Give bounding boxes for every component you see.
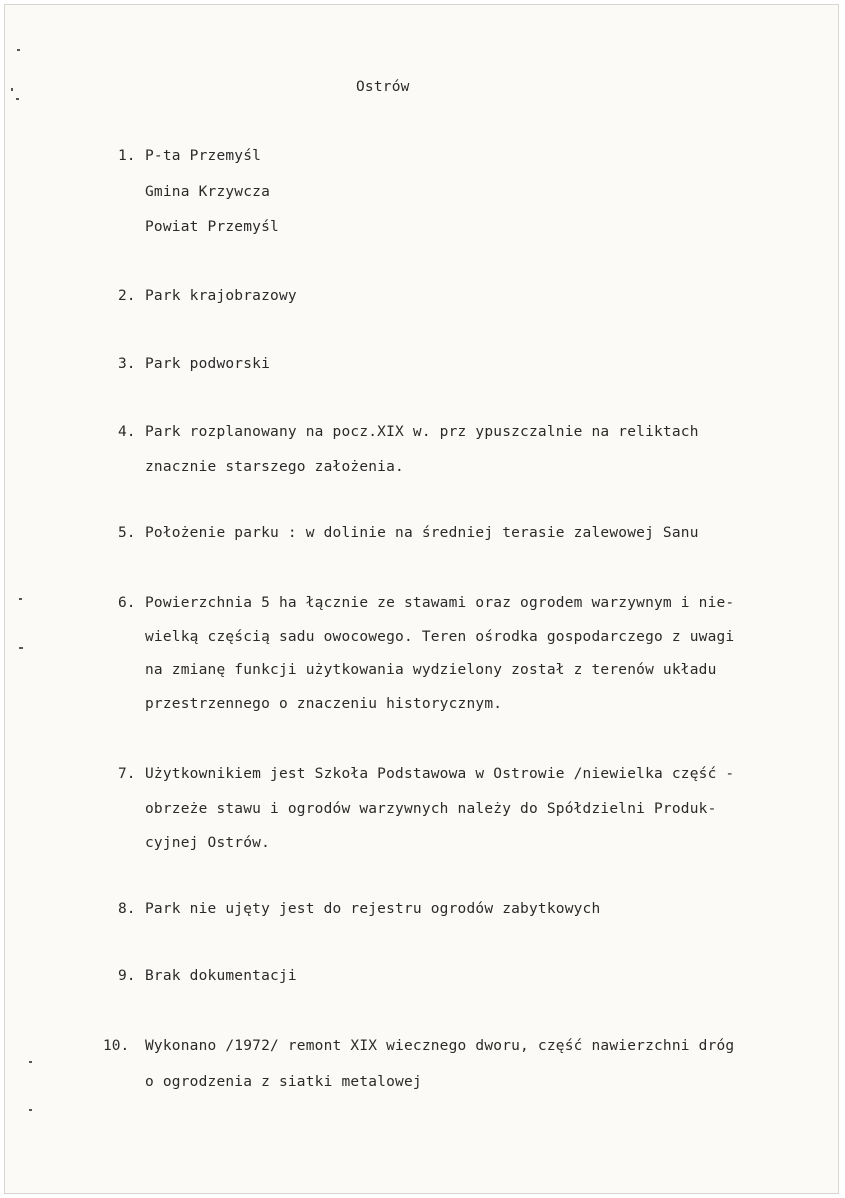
document-title: Ostrów: [356, 79, 410, 95]
item-number: 10.: [103, 1038, 130, 1054]
margin-mark: [29, 1061, 32, 1063]
item-line: Park krajobrazowy: [145, 288, 297, 304]
item-line: Park rozplanowany na pocz.XIX w. prz ypuszczalnie na reliktach: [145, 424, 699, 440]
item-number: 8.: [118, 901, 136, 917]
item-line: Położenie parku : w dolinie na średniej terasie zalewowej Sanu: [145, 525, 699, 541]
item-line: Powierzchnia 5 ha łącznie ze stawami oraz ogrodem warzywnym i nie-: [145, 595, 735, 611]
item-number: 2.: [118, 288, 136, 304]
item-line: przestrzennego o znaczeniu historycznym.: [145, 696, 503, 712]
margin-mark: [16, 98, 19, 100]
item-line: wielką częścią sadu owocowego. Teren ośrodka gospodarczego z uwagi: [145, 629, 735, 645]
item-number: 1.: [118, 148, 136, 164]
margin-mark: [29, 1109, 32, 1111]
item-line: Brak dokumentacji: [145, 968, 297, 984]
item-number: 9.: [118, 968, 136, 984]
item-line: P-ta Przemyśl: [145, 148, 262, 164]
item-line: o ogrodzenia z siatki metalowej: [145, 1074, 422, 1090]
item-line: cyjnej Ostrów.: [145, 835, 271, 851]
item-number: 3.: [118, 356, 136, 372]
item-line: na zmianę funkcji użytkowania wydzielony został z terenów układu: [145, 662, 717, 678]
item-line: Park nie ujęty jest do rejestru ogrodów zabytkowych: [145, 901, 601, 917]
item-number: 6.: [118, 595, 136, 611]
item-line: Gmina Krzywcza: [145, 184, 271, 200]
item-line: obrzeże stawu i ogrodów warzywnych należy do Spółdzielni Produk-: [145, 801, 717, 817]
item-line: Użytkownikiem jest Szkoła Podstawowa w Ostrowie /niewielka część -: [145, 766, 735, 782]
item-number: 5.: [118, 525, 136, 541]
margin-mark: [17, 49, 20, 51]
margin-mark: [19, 598, 22, 600]
item-line: Powiat Przemyśl: [145, 219, 279, 235]
item-line: Wykonano /1972/ remont XIX wiecznego dworu, część nawierzchni dróg: [145, 1038, 735, 1054]
item-line: znacznie starszego założenia.: [145, 459, 404, 475]
item-number: 7.: [118, 766, 136, 782]
margin-mark: [11, 88, 13, 91]
item-number: 4.: [118, 424, 136, 440]
item-line: Park podworski: [145, 356, 271, 372]
margin-mark: [19, 647, 23, 649]
